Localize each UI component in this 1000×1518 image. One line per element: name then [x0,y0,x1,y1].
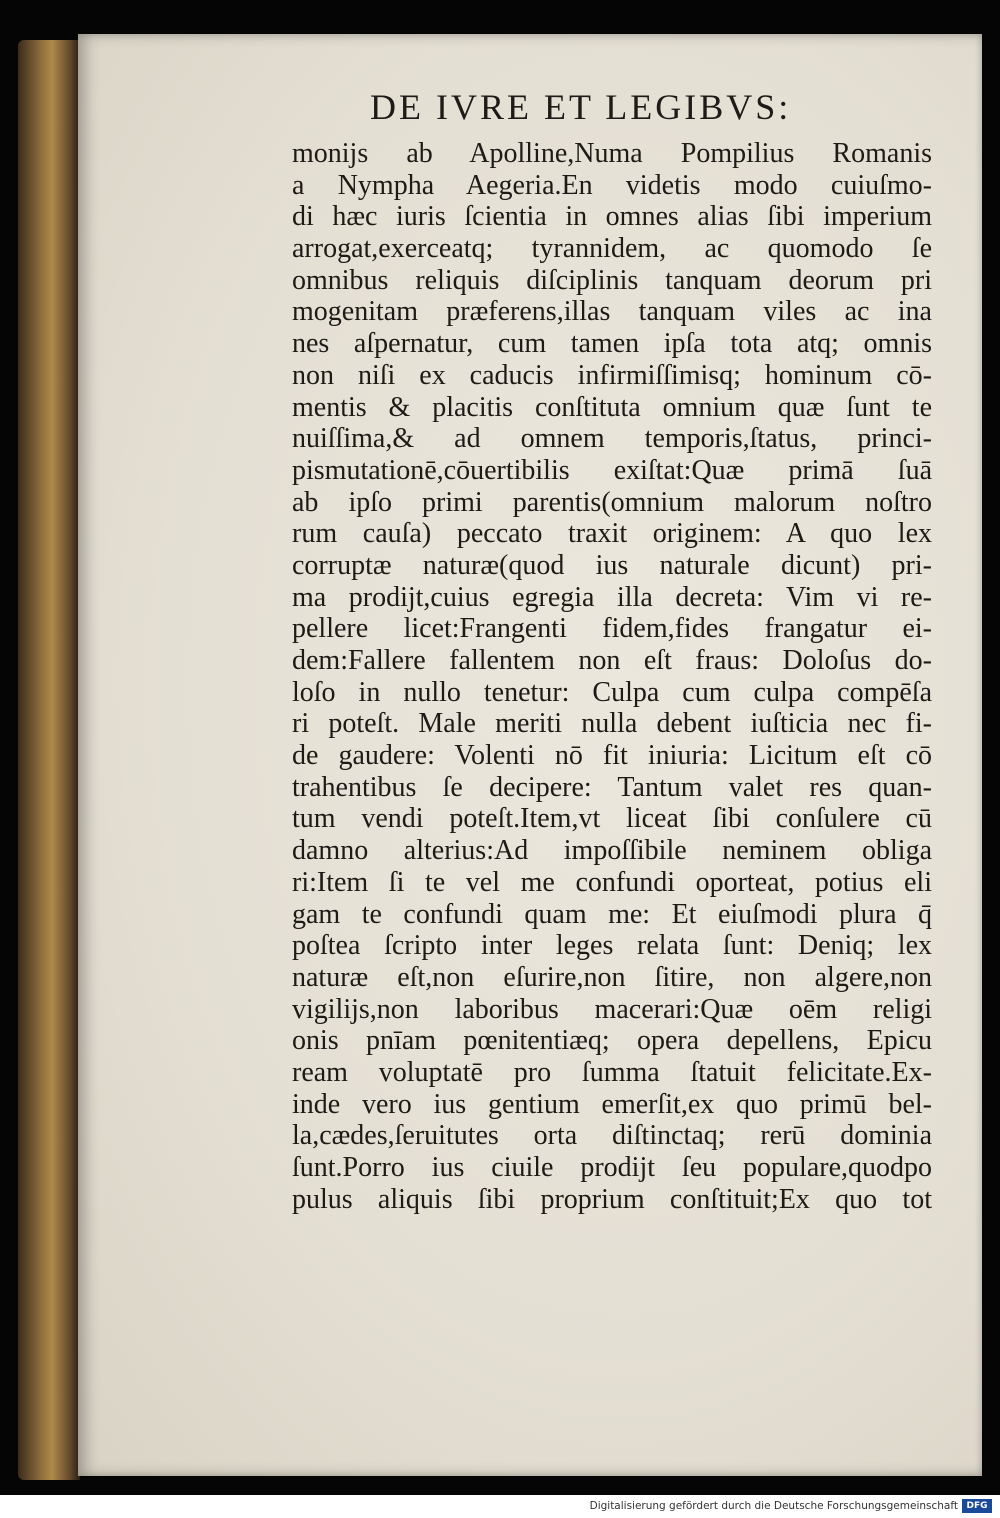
text-line: pismutationē,cōuertibilis exiſtat:Quæ primā ſuā [292,454,932,486]
text-line: mogenitam præferens,illas tanquam viles ac ina [292,296,932,328]
text-line: tum vendi poteſt.Item,vt liceat ſibi conſulere cū [292,803,932,835]
text-line: inde vero ius gentium emerſit,ex quo primū bel- [292,1088,932,1120]
text-line: ſunt.Porro ius ciuile prodijt ſeu populare,quodpo [292,1152,932,1183]
text-line: poſtea ſcripto inter leges relata ſunt: Deniq; lex [292,930,932,962]
text-line: nuiſſima,& ad omnem temporis,ſtatus, princi- [292,423,932,455]
text-line: gam te confundi quam me: Et eiuſmodi plura q̄ [292,898,932,930]
text-line: ream voluptatē pro ſumma ſtatuit felicitate.Ex- [292,1056,932,1088]
text-line: ab ipſo primi parentis(omnium malorum noſtro [292,486,932,518]
text-line: onis pnīam pœnitentiæq; opera depellens, Epicu [292,1025,932,1057]
text-line: di hæc iuris ſcientia in omnes alias ſibi imperium [292,201,932,233]
dfg-logo: DFG [962,1499,992,1513]
text-line: vigilijs,non laboribus macerari:Quæ oēm religi [292,993,932,1025]
book-page-edges [18,40,80,1480]
text-line: arrogat,exerceatq; tyrannidem, ac quomodo ſe [292,233,932,265]
digitization-credit: Digitalisierung gefördert durch die Deutsche Forschungsgemeinschaft [589,1500,958,1512]
footer-bar [0,1495,1000,1518]
text-line: loſo in nullo tenetur: Culpa cum culpa compēſa [292,676,932,708]
text-line: trahentibus ſe decipere: Tantum valet res quan- [292,771,932,803]
text-line: monijs ab Apolline,Numa Pompilius Romanis [292,138,932,169]
text-line: rum cauſa) peccato traxit originem: A quo lex [292,518,932,550]
running-head: DE IVRE ET LEGIBVS: [370,87,792,127]
text-line: ri:Item ſi te vel me confundi oporteat, potius eli [292,866,932,898]
text-line: la,cædes,ſeruitutes orta diſtinctaq; rerū dominia [292,1120,932,1152]
text-line: pellere licet:Frangenti fidem,fides frangatur ei- [292,613,932,645]
body-text [292,138,932,1215]
text-line: omnibus reliquis diſciplinis tanquam deorum pri [292,264,932,296]
text-line: non niſi ex caducis infirmiſſimisq; hominum cō- [292,359,932,391]
text-line: naturæ eſt,non eſurire,non ſitire, non algere,non [292,961,932,993]
text-line: de gaudere: Volenti nō fit iniuria: Licitum eſt cō [292,740,932,772]
text-line: ma prodijt,cuius egregia illa decreta: Vim vi re- [292,581,932,613]
text-line: damno alterius:Ad impoſſibile neminem obliga [292,835,932,867]
text-line: pulus aliquis ſibi proprium conſtituit;Ex quo tot [292,1183,932,1215]
text-line: dem:Fallere fallentem non eſt fraus: Doloſus do- [292,645,932,676]
text-line: nes aſpernatur, cum tamen ipſa tota atq; omnis [292,328,932,360]
text-line: mentis & placitis conſtituta omnium quæ ſunt te [292,391,932,423]
text-line: corruptæ naturæ(quod ius naturale dicunt) pri- [292,549,932,581]
text-line: ri poteſt. Male meriti nulla debent iuſticia nec fi- [292,708,932,740]
text-line: a Nympha Aegeria.En videtis modo cuiuſmo- [292,169,932,201]
